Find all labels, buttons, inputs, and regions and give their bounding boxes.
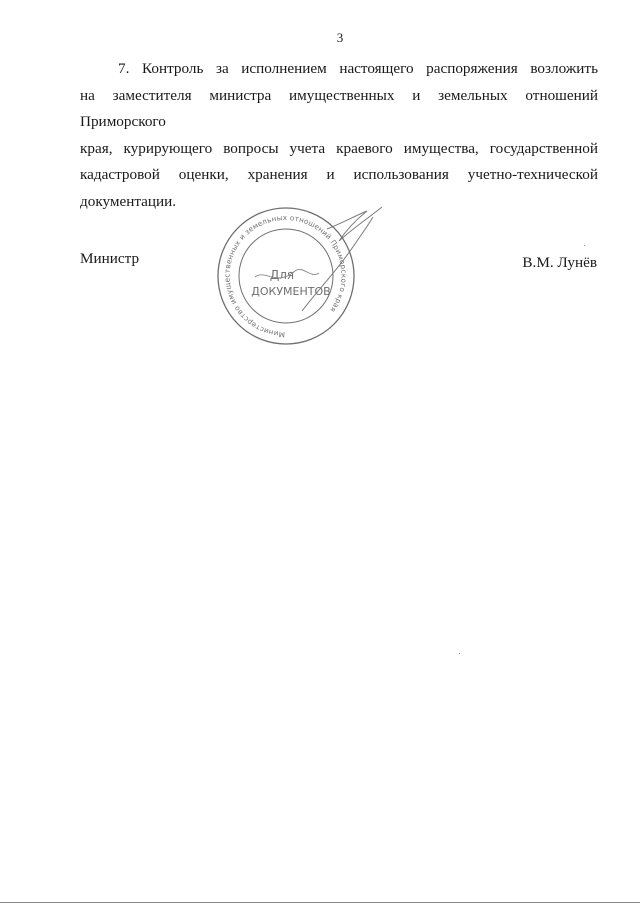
scan-speck [584,245,585,246]
stamp-center-line-1: Для [269,268,295,282]
signature-title: Министр [80,250,140,267]
paragraph-line: края, курирующего вопросы учета краевого имущества, государственной [80,139,598,157]
paragraph-line: документации. [80,192,177,210]
stamp-ring-text: Министерство имущественных и земельных отношений Приморского края [222,212,349,340]
paragraph-line: 7. Контроль за исполнением настоящего распоряжения возложить [118,60,598,77]
paragraph-line: на заместителя министра имущественных и земельных отношений Приморского [80,86,598,131]
official-stamp [207,199,387,349]
body-paragraph [80,56,598,216]
stamp-center-line-2: ДОКУМЕНТОВ [251,285,331,298]
paragraph-line: кадастровой оценки, хранения и использования учетно-технической [80,166,598,184]
scan-speck [459,653,460,654]
page-bottom-rule [0,902,640,903]
page-number: 3 [336,30,344,45]
signature-name: В.М. Лунёв [522,254,597,271]
